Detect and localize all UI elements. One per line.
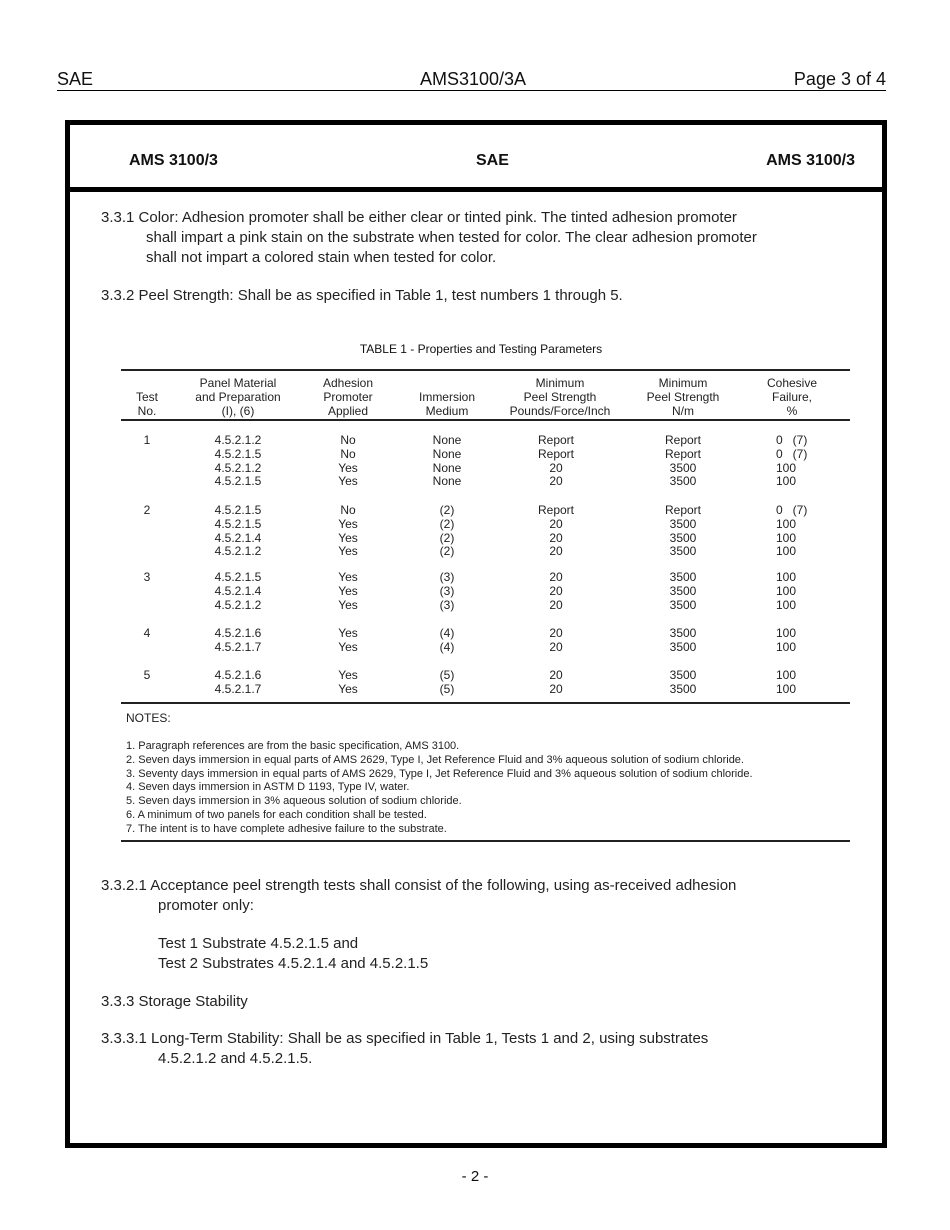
- table-cell: Yes: [338, 516, 358, 531]
- table-cell: 100: [776, 516, 797, 531]
- test-number: 1: [143, 433, 151, 447]
- running-header-left: SAE: [57, 69, 94, 89]
- page-number: - 2 -: [461, 1168, 489, 1185]
- table-top-rule: [121, 369, 850, 371]
- acceptance-test-2: Test 2 Substrates 4.5.2.1.4 and 4.5.2.1.5: [158, 955, 429, 972]
- notes-bottom-rule: [121, 840, 850, 842]
- table-cell: 0 (7): [776, 433, 808, 447]
- running-header: [57, 68, 886, 91]
- table-cell: 20: [549, 626, 563, 640]
- table-cell: (4): [439, 626, 455, 640]
- table-cell: 3500: [669, 626, 697, 640]
- table-cell: 20: [549, 544, 563, 559]
- table-cell: 4.5.2.1.7: [214, 681, 262, 696]
- table-cell: Report: [537, 446, 575, 461]
- table-cell: (2): [439, 516, 455, 531]
- test-number: 4: [143, 626, 151, 640]
- table-bottom-rule: [121, 702, 850, 704]
- header-min-peel-lbf: Minimum Peel Strength Pounds/Force/Inch: [509, 376, 611, 418]
- table-cell: (3): [439, 583, 455, 598]
- note-item: 1. Paragraph references are from the basic specification, AMS 3100.: [126, 740, 460, 752]
- table-cell: (3): [439, 570, 455, 584]
- test-number: 2: [143, 503, 151, 517]
- table-cell: (2): [439, 544, 455, 559]
- acceptance-test-1: Test 1 Substrate 4.5.2.1.5 and: [158, 935, 359, 952]
- table-cell: 4.5.2.1.5: [214, 474, 262, 489]
- table-cell: 100: [776, 668, 797, 682]
- table-cell: 20: [549, 597, 563, 612]
- table-cell: Report: [664, 503, 702, 517]
- column-immersion: [407, 627, 487, 655]
- table-cell: (5): [439, 681, 455, 696]
- table-cell: 4.5.2.1.4: [214, 583, 262, 598]
- table-cell: 100: [776, 639, 797, 654]
- column-adhesion: [308, 434, 388, 489]
- column-panel: [183, 434, 293, 489]
- section-3-3-1-line3: shall not impart a colored stain when tested for color.: [146, 249, 497, 266]
- table-cell: 0 (7): [776, 503, 808, 517]
- table-cell: 3500: [669, 639, 697, 654]
- column-min-lbf: [500, 504, 612, 559]
- column-adhesion: [308, 504, 388, 559]
- table-cell: 20: [549, 583, 563, 598]
- section-3-3-3-1-line1: 3.3.3.1 Long-Term Stability: Shall be as specified in Table 1, Tests 1 and 2, using substrates: [101, 1030, 709, 1047]
- note-item: 5. Seven days immersion in 3% aqueous solution of sodium chloride.: [126, 795, 462, 808]
- test-number: 5: [143, 668, 151, 682]
- table-cell: Yes: [338, 544, 358, 559]
- header-immersion-medium: Immersion Medium: [418, 390, 475, 418]
- column-min-nm: [630, 571, 736, 612]
- table-cell: 20: [549, 639, 563, 654]
- frame-header-right: AMS 3100/3: [766, 152, 855, 169]
- section-3-3-3-1-line2: 4.5.2.1.2 and 4.5.2.1.5.: [158, 1050, 313, 1067]
- table-cell: 4.5.2.1.7: [214, 639, 262, 654]
- table-cell: 20: [549, 570, 563, 584]
- column-cohesive: [776, 627, 856, 655]
- section-3-3-2-1-line2: promoter only:: [158, 897, 254, 914]
- section-3-3-1-line2: shall impart a pink stain on the substrate when tested for color. The clear adhesion promoter: [146, 229, 757, 246]
- table-cell: None: [432, 474, 462, 489]
- column-adhesion: [308, 571, 388, 612]
- table-cell: 20: [549, 530, 563, 545]
- column-panel: [183, 669, 293, 697]
- frame-header-divider: [65, 187, 887, 192]
- table-cell: Yes: [338, 530, 358, 545]
- column-cohesive: [776, 669, 856, 697]
- note-item: 3. Seventy days immersion in equal parts of AMS 2629, Type I, Jet Reference Fluid and 3% aqueous solution of sodium chloride.: [126, 767, 753, 780]
- table-cell: 4.5.2.1.5: [214, 446, 262, 461]
- table-cell: Report: [537, 503, 575, 517]
- column-min-nm: [630, 669, 736, 697]
- table-cell: 4.5.2.1.2: [214, 597, 262, 612]
- notes-label: NOTES:: [126, 711, 171, 725]
- table-cell: Report: [537, 433, 575, 447]
- table-cell: Report: [664, 446, 702, 461]
- note-item: 6. A minimum of two panels for each condition shall be tested.: [126, 808, 427, 821]
- table-cell: 3500: [669, 681, 697, 696]
- column-cohesive: [776, 571, 856, 612]
- table-title: TABLE 1 - Properties and Testing Parameters: [359, 342, 603, 356]
- table-cell: 100: [776, 474, 797, 489]
- table-cell: Yes: [338, 668, 358, 682]
- table-cell: Yes: [338, 639, 358, 654]
- table-cell: 4.5.2.1.4: [214, 530, 262, 545]
- table-cell: Report: [664, 433, 702, 447]
- note-item: 2. Seven days immersion in equal parts of AMS 2629, Type I, Jet Reference Fluid and 3% aqueous solution of sodium chloride.: [126, 753, 744, 766]
- table-cell: Yes: [338, 626, 358, 640]
- frame-header-center: SAE: [476, 152, 509, 169]
- table-cell: 3500: [669, 460, 697, 475]
- table-cell: (2): [439, 503, 455, 517]
- column-immersion: [407, 571, 487, 612]
- table-cell: 20: [549, 474, 563, 489]
- section-3-3-2-1-line1: 3.3.2.1 Acceptance peel strength tests shall consist of the following, using as-received adhesion: [101, 877, 737, 894]
- table-cell: (3): [439, 597, 455, 612]
- frame-header-left: AMS 3100/3: [129, 152, 218, 169]
- header-cohesive-failure: Cohesive Failure, %: [766, 376, 818, 418]
- column-min-nm: [630, 434, 736, 489]
- table-cell: 3500: [669, 530, 697, 545]
- table-cell: 100: [776, 626, 797, 640]
- table-cell: (2): [439, 530, 455, 545]
- table-cell: 0 (7): [776, 446, 808, 461]
- column-min-lbf: [500, 669, 612, 697]
- table-cell: 100: [776, 681, 797, 696]
- table-cell: 100: [776, 460, 797, 475]
- test-number: 3: [143, 570, 151, 584]
- column-panel: [183, 571, 293, 612]
- column-panel: [183, 627, 293, 655]
- table-cell: 3500: [669, 583, 697, 598]
- table-cell: 100: [776, 597, 797, 612]
- table-cell: 4.5.2.1.5: [214, 516, 262, 531]
- table-cell: 3500: [669, 516, 697, 531]
- header-min-peel-nm: Minimum Peel Strength N/m: [646, 376, 720, 418]
- table-cell: No: [340, 446, 356, 461]
- table-cell: Yes: [338, 460, 358, 475]
- running-header-right: Page 3 of 4: [793, 69, 886, 89]
- notes-list: [126, 740, 753, 837]
- header-adhesion-promoter: Adhesion Promoter Applied: [322, 376, 374, 418]
- table-cell: (5): [439, 668, 455, 682]
- running-header-center: AMS3100/3A: [420, 69, 527, 89]
- table-cell: 4.5.2.1.5: [214, 503, 262, 517]
- table-cell: 20: [549, 681, 563, 696]
- table-cell: Yes: [338, 474, 358, 489]
- column-adhesion: [308, 669, 388, 697]
- column-immersion: [407, 669, 487, 697]
- table-cell: 100: [776, 544, 797, 559]
- table-cell: 3500: [669, 597, 697, 612]
- column-min-lbf: [500, 434, 612, 489]
- table-cell: 3500: [669, 668, 697, 682]
- note-item: 4. Seven days immersion in ASTM D 1193, Type IV, water.: [126, 781, 410, 794]
- table-cell: 20: [549, 668, 563, 682]
- column-immersion: [407, 434, 487, 489]
- table-cell: Yes: [338, 583, 358, 598]
- section-3-3-2: 3.3.2 Peel Strength: Shall be as specified in Table 1, test numbers 1 through 5.: [101, 287, 623, 304]
- table-cell: 4.5.2.1.6: [214, 626, 262, 640]
- header-panel-material: Panel Material and Preparation (I), (6): [195, 376, 281, 418]
- table-cell: 4.5.2.1.2: [214, 544, 262, 559]
- table-header-rule: [121, 419, 850, 421]
- table-cell: Yes: [338, 681, 358, 696]
- table-cell: None: [432, 446, 462, 461]
- column-cohesive: [776, 434, 856, 489]
- table-cell: None: [432, 460, 462, 475]
- table-cell: Yes: [338, 570, 358, 584]
- table-cell: 4.5.2.1.2: [214, 433, 262, 447]
- column-min-nm: [630, 627, 736, 655]
- table-cell: Yes: [338, 597, 358, 612]
- header-test: Test No.: [135, 390, 158, 418]
- table-cell: (4): [439, 639, 455, 654]
- table-cell: 4.5.2.1.6: [214, 668, 262, 682]
- table-cell: 100: [776, 583, 797, 598]
- table-cell: 3500: [669, 544, 697, 559]
- table-cell: 3500: [669, 474, 697, 489]
- table-cell: 3500: [669, 570, 697, 584]
- column-min-lbf: [500, 627, 612, 655]
- column-min-lbf: [500, 571, 612, 612]
- column-min-nm: [630, 504, 736, 559]
- table-cell: 100: [776, 530, 797, 545]
- table-cell: No: [340, 433, 356, 447]
- table-cell: None: [432, 433, 462, 447]
- table-cell: No: [340, 503, 356, 517]
- table-cell: 4.5.2.1.2: [214, 460, 262, 475]
- section-3-3-1-line1: 3.3.1 Color: Adhesion promoter shall be either clear or tinted pink. The tinted adhesion promoter: [101, 209, 737, 226]
- section-3-3-3: 3.3.3 Storage Stability: [101, 993, 248, 1010]
- table-cell: 100: [776, 570, 797, 584]
- column-immersion: [407, 504, 487, 559]
- column-cohesive: [776, 504, 856, 559]
- note-item: 7. The intent is to have complete adhesive failure to the substrate.: [126, 822, 447, 835]
- table-cell: 4.5.2.1.5: [214, 570, 262, 584]
- column-panel: [183, 504, 293, 559]
- column-adhesion: [308, 627, 388, 655]
- table-cell: 20: [549, 460, 563, 475]
- table-cell: 20: [549, 516, 563, 531]
